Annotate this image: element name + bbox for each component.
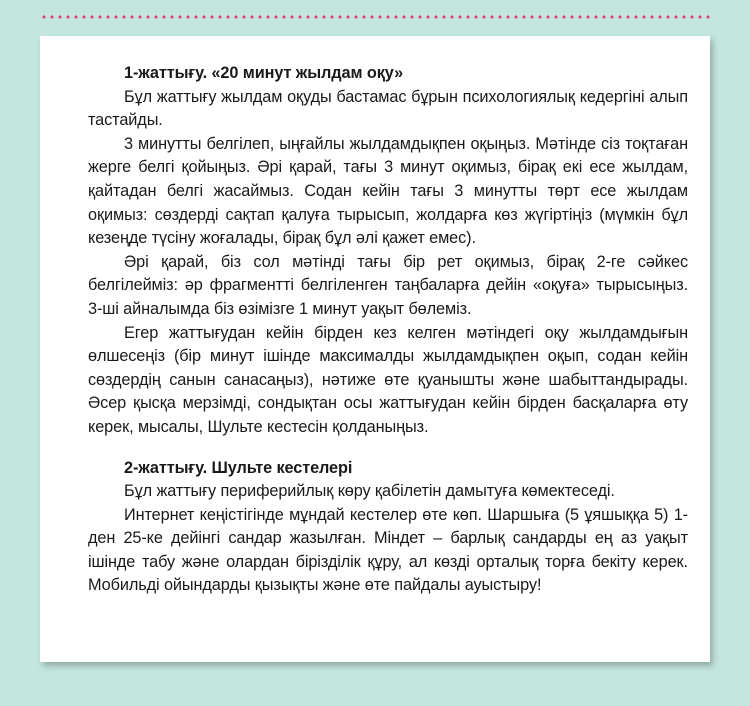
exercise1-paragraph: Әрі қарай, біз сол мәтінді тағы бір рет оқимыз, бірақ 2-ге сәйкес белгілейміз: әр фрагментті белгіленген таңбаларға дейін «оқуға» тырысыңыз. 3-ші айналымда біз өзімізге 1 минут уақыт бөлеміз. (88, 252, 688, 318)
exercise1-paragraph: 3 минутты белгілеп, ыңғайлы жылдамдықпен оқыңыз. Мәтінде сіз тоқтаған жерге белгі қойыңыз. Әрі қарай, тағы 3 минут оқимыз, бірақ екі есе жылдам, қайтадан белгі жасаймыз. Содан кейін тағы 3 минутты төрт есе жылдам оқимыз: сөздерді сақтап қалуға тырысып, жолдарға көз жүгіртіңіз (мүмкін бұл кезеңде түсіну жоғалады, бірақ бұл әлі қажет емес). (88, 134, 688, 248)
section-spacer (88, 440, 688, 457)
card-content (88, 62, 688, 598)
exercise1-title: 1-жаттығу. «20 минут жылдам оқу» (124, 64, 404, 82)
exercise1-paragraph: Егер жаттығудан кейін бірден кез келген мәтіндегі оқу жылдамдығын өлшесеңіз (бір минут ішінде максималды жылдамдықпен оқып, содан кейін сөздердің санын санасаңыз), нәтиже өте қуанышты және шабыттандырады. Әсер қысқа мерзімді, сондықтан осы жаттығудан кейін бірден басқаларға өту керек, мысалы, Шульте кестесін қолданыңыз. (88, 323, 688, 436)
exercise2-paragraph: Бұл жаттығу периферийлық көру қабілетін дамытуға көмектеседі. (124, 482, 615, 501)
exercise2-title: 2-жаттығу. Шульте кестелері (124, 458, 353, 477)
dotted-divider (40, 14, 710, 20)
exercise1-paragraph: Бұл жаттығу жылдам оқуды бастамас бұрын психологиялық кедергіні алып тастайды. (88, 87, 688, 130)
exercise2-paragraph: Интернет кеңістігінде мұндай кестелер өте көп. Шаршыға (5 ұяшыққа 5) 1-ден 25-ке дейінгі сандар жазылған. Міндет – барлық сандарды ең аз уақыт ішінде табу және олардан бірізділік құру, ал көзді орталық торға бекіту керек. Мобильді ойындарды қызықты және өте пайдалы ауыстыру! (88, 505, 688, 595)
text-card (40, 36, 710, 662)
